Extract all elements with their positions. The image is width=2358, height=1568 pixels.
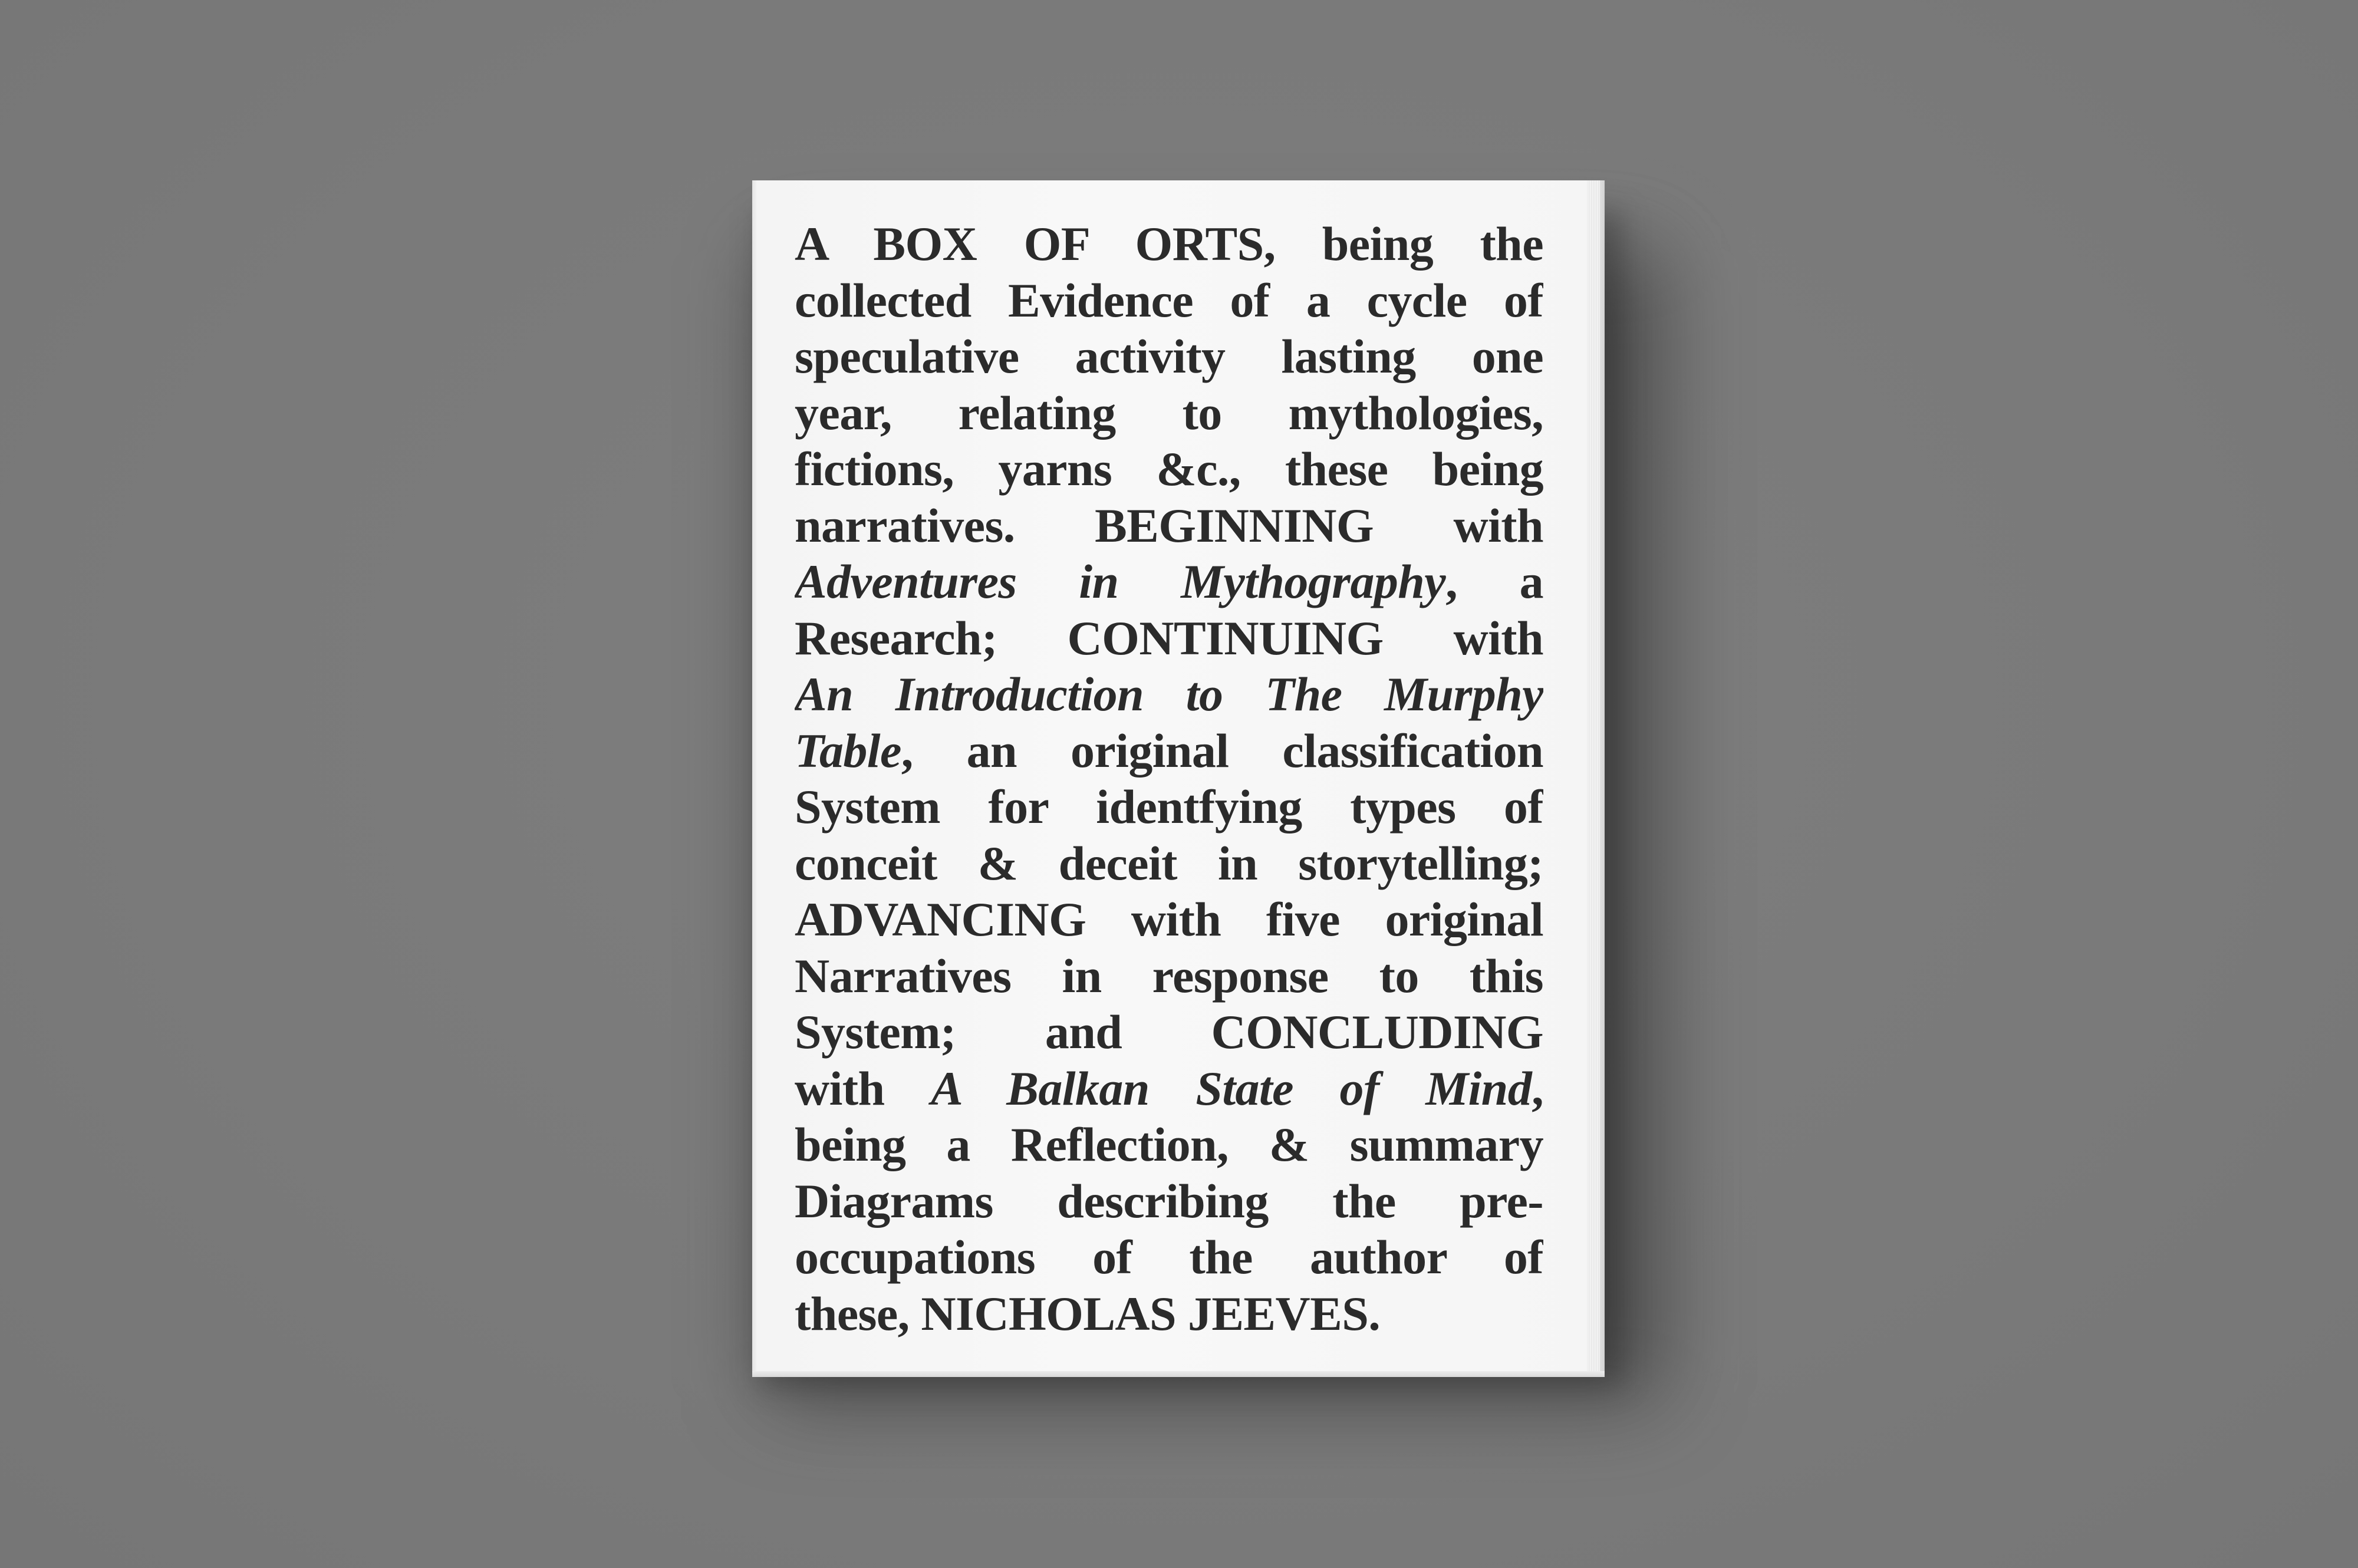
book-cover [752,180,1605,1377]
text-segment: year, relating to mythologies, [795,386,1543,440]
cover-text-line [795,441,1543,498]
italic-title-segment: Adventures in Mythography [795,555,1446,608]
cover-text-line [795,498,1543,554]
text-segment: occupations of the author of [795,1230,1543,1284]
text-segment: A BOX OF ORTS, being the [795,217,1543,271]
cover-text-line [795,779,1543,835]
cover-text-line [795,216,1543,272]
italic-title-segment: A Balkan State of Mind [931,1061,1532,1115]
cover-text-line [795,666,1543,723]
book-pages-edge [1587,180,1605,1377]
text-segment: speculative activity lasting one [795,330,1543,383]
text-segment: conceit & deceit in storytelling; [795,836,1543,890]
cover-text-line [795,891,1543,948]
cover-title-text [795,216,1543,1342]
cover-text-line [795,1116,1543,1173]
cover-text-line [795,385,1543,442]
text-segment: System; and CONCLUDING [795,1005,1543,1059]
text-segment: , an original classification [901,723,1543,778]
cover-text-line [795,835,1543,892]
text-segment: these, NICHOLAS JEEVES. [795,1286,1381,1340]
cover-text-line [795,723,1543,779]
text-segment: System for identfying types of [795,780,1543,834]
text-segment: , [1532,1061,1543,1115]
cover-text-line [795,554,1543,610]
cover-text-line [795,1060,1543,1117]
cover-text-line [795,1286,1543,1342]
text-segment: Diagrams describing the pre- [795,1174,1543,1228]
cover-text-line [795,1173,1543,1230]
book-bottom-edge [752,1371,1605,1377]
text-segment: Research; CONTINUING with [795,611,1543,665]
cover-text-line [795,272,1543,329]
cover-text-line [795,328,1543,385]
text-segment: collected Evidence of a cycle of [795,273,1543,327]
cover-text-line [795,1229,1543,1286]
italic-title-segment: An Introduction to The Murphy [795,667,1543,721]
cover-text-line [795,1004,1543,1060]
text-segment: , a [1445,555,1543,608]
text-segment: Narratives in response to this [795,948,1543,1003]
book-spine-edge [752,180,757,1377]
text-segment: fictions, yarns &c., these being [795,442,1543,496]
text-segment: being a Reflection, & summary [795,1118,1543,1171]
cover-text-line [795,948,1543,1004]
italic-title-segment: Table [795,723,901,778]
text-segment: narratives. BEGINNING with [795,498,1543,552]
cover-text-line [795,610,1543,667]
text-segment: with [795,1061,931,1115]
text-segment: ADVANCING with five original [795,892,1543,946]
